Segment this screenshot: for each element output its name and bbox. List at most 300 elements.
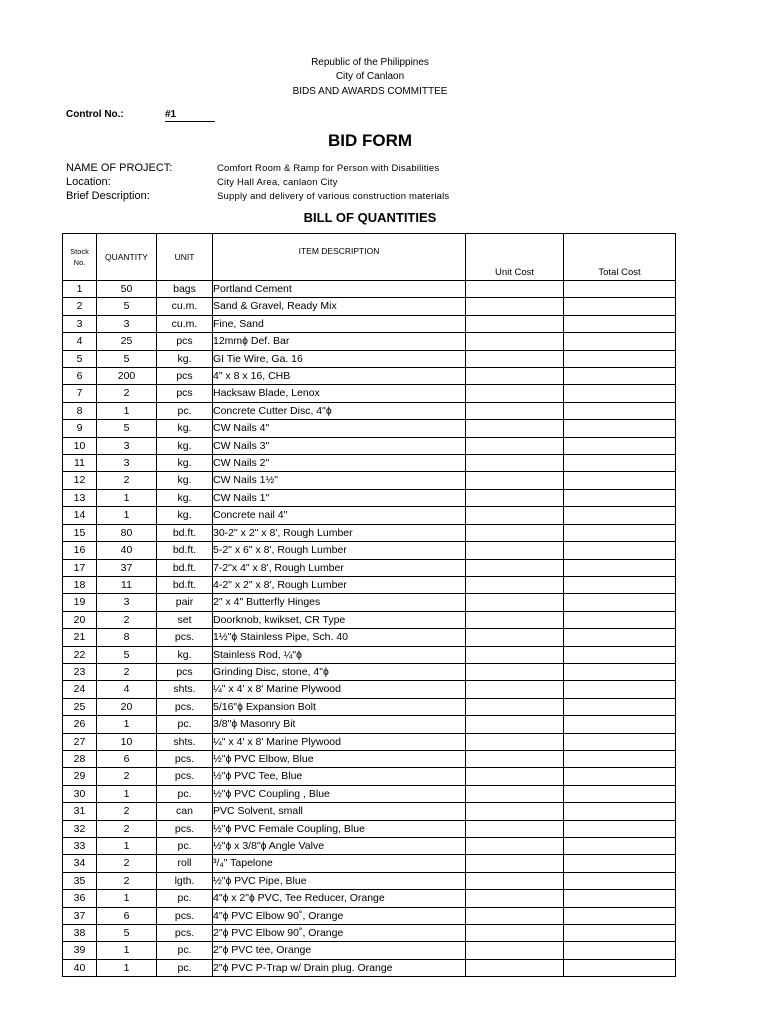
quantity-cell: 2 [97,855,157,872]
total-cost-cell[interactable] [564,298,676,315]
header-line-republic: Republic of the Philippines [311,57,429,68]
total-cost-cell[interactable] [564,524,676,541]
quantity-cell: 3 [97,455,157,472]
stock-no-cell: 39 [63,942,97,959]
table-row [63,368,676,385]
table-row [63,663,676,680]
item-description-cell: 30-2" x 2" x 8', Rough Lumber [213,524,466,541]
page-title: BID FORM [327,131,413,150]
table-row [63,315,676,332]
table-row [63,542,676,559]
unit-cost-cell[interactable] [466,959,564,976]
unit-cell: kg. [157,350,213,367]
total-cost-cell[interactable] [564,542,676,559]
project-name-label: NAME OF PROJECT: [66,162,173,174]
table-row [63,942,676,959]
total-cost-cell[interactable] [564,455,676,472]
quantity-cell: 80 [97,524,157,541]
unit-cost-cell[interactable] [466,925,564,942]
total-cost-cell[interactable] [564,402,676,419]
table-row [63,768,676,785]
total-cost-cell[interactable] [564,576,676,593]
stock-no-cell: 13 [63,489,97,506]
table-row [63,385,676,402]
quantity-cell: 1 [97,785,157,802]
item-description-cell: CW Nails 1½" [213,472,466,489]
unit-cost-cell[interactable] [466,437,564,454]
quantity-cell: 1 [97,959,157,976]
unit-cell: pcs [157,368,213,385]
stock-no-cell: 16 [63,542,97,559]
total-cost-cell[interactable] [564,385,676,402]
stock-no-cell: 20 [63,611,97,628]
total-cost-cell[interactable] [564,838,676,855]
total-cost-cell[interactable] [564,681,676,698]
header-total-cost: Total Cost [564,234,676,281]
header-unit: UNIT [157,234,213,281]
total-cost-cell[interactable] [564,507,676,524]
unit-cost-cell[interactable] [466,907,564,924]
total-cost-cell[interactable] [564,333,676,350]
header-unit-cost: Unit Cost [466,234,564,281]
item-description-cell: Portland Cement [213,281,466,298]
quantity-cell: 37 [97,559,157,576]
unit-cost-cell[interactable] [466,611,564,628]
table-row [63,872,676,889]
quantity-cell: 1 [97,716,157,733]
stock-no-cell: 23 [63,663,97,680]
unit-cell: kg. [157,420,213,437]
total-cost-cell[interactable] [564,420,676,437]
unit-cell: set [157,611,213,628]
item-description-cell: ½"ɸ x 3/8"ɸ Angle Valve [213,838,466,855]
item-description-cell: 3/8"ɸ Masonry Bit [213,716,466,733]
table-row [63,594,676,611]
item-description-cell: Hacksaw Blade, Lenox [213,385,466,402]
unit-cell: pc. [157,890,213,907]
stock-no-cell: 40 [63,959,97,976]
unit-cell: bags [157,281,213,298]
table-row [63,629,676,646]
unit-cell: pc. [157,716,213,733]
table-row [63,820,676,837]
quantity-cell: 1 [97,942,157,959]
quantity-cell: 3 [97,315,157,332]
stock-no-cell: 35 [63,872,97,889]
item-description-cell: 2"ɸ PVC Elbow 90˚, Orange [213,925,466,942]
stock-no-cell: 9 [63,420,97,437]
unit-cell: bd.ft. [157,559,213,576]
unit-cell: pair [157,594,213,611]
unit-cost-cell[interactable] [466,698,564,715]
item-description-cell: CW Nails 2" [213,455,466,472]
stock-no-cell: 14 [63,507,97,524]
quantity-cell: 25 [97,333,157,350]
quantity-cell: 1 [97,890,157,907]
unit-cost-cell[interactable] [466,820,564,837]
unit-cost-cell[interactable] [466,629,564,646]
quantity-cell: 200 [97,368,157,385]
unit-cost-cell[interactable] [466,315,564,332]
item-description-cell: 4-2" x 2" x 8', Rough Lumber [213,576,466,593]
quantity-cell: 2 [97,663,157,680]
table-row [63,716,676,733]
quantity-cell: 1 [97,402,157,419]
unit-cell: kg. [157,455,213,472]
stock-no-cell: 31 [63,803,97,820]
item-description-cell: 2" x 4" Butterfly Hinges [213,594,466,611]
unit-cell: pcs [157,663,213,680]
table-row [63,576,676,593]
unit-cell: kg. [157,489,213,506]
stock-no-cell: 24 [63,681,97,698]
item-description-cell: ½"ɸ PVC Pipe, Blue [213,872,466,889]
unit-cost-cell[interactable] [466,333,564,350]
unit-cell: shts. [157,681,213,698]
total-cost-cell[interactable] [564,281,676,298]
item-description-cell: Doorknob, kwikset, CR Type [213,611,466,628]
header-stock-line2: No. [73,258,86,267]
header-item-description: ITEM DESCRIPTION [213,234,466,281]
stock-no-cell: 32 [63,820,97,837]
total-cost-cell[interactable] [564,907,676,924]
item-description-cell: 4" x 8 x 16, CHB [213,368,466,385]
stock-no-cell: 6 [63,368,97,385]
unit-cell: pc. [157,838,213,855]
unit-cell: pcs. [157,629,213,646]
unit-cost-cell[interactable] [466,646,564,663]
total-cost-cell[interactable] [564,629,676,646]
unit-cost-cell[interactable] [466,716,564,733]
table-row [63,733,676,750]
item-description-cell: ½"ɸ PVC Elbow, Blue [213,750,466,767]
table-row [63,750,676,767]
unit-cell: bd.ft. [157,576,213,593]
quantity-cell: 1 [97,838,157,855]
total-cost-cell[interactable] [564,872,676,889]
stock-no-cell: 11 [63,455,97,472]
quantity-cell: 4 [97,681,157,698]
header-quantity: QUANTITY [97,234,157,281]
stock-no-cell: 22 [63,646,97,663]
item-description-cell: ¼" x 4' x 8' Marine Plywood [213,681,466,698]
unit-cost-cell[interactable] [466,681,564,698]
total-cost-cell[interactable] [564,489,676,506]
item-description-cell: Fine, Sand [213,315,466,332]
total-cost-cell[interactable] [564,803,676,820]
quantity-cell: 2 [97,803,157,820]
total-cost-cell[interactable] [564,890,676,907]
unit-cell: pcs [157,385,213,402]
quantity-cell: 20 [97,698,157,715]
quantity-cell: 3 [97,437,157,454]
table-row [63,803,676,820]
quantity-cell: 5 [97,350,157,367]
item-description-cell: 7-2"x 4" x 8', Rough Lumber [213,559,466,576]
unit-cost-cell[interactable] [466,368,564,385]
unit-cost-cell[interactable] [466,402,564,419]
quantity-cell: 2 [97,611,157,628]
unit-cost-cell[interactable] [466,507,564,524]
quantity-cell: 2 [97,872,157,889]
item-description-cell: Sand & Gravel, Ready Mix [213,298,466,315]
item-description-cell: CW Nails 1" [213,489,466,506]
unit-cost-cell[interactable] [466,785,564,802]
unit-cost-cell[interactable] [466,890,564,907]
stock-no-cell: 19 [63,594,97,611]
stock-no-cell: 4 [63,333,97,350]
item-description-cell: 5/16"ɸ Expansion Bolt [213,698,466,715]
stock-no-cell: 34 [63,855,97,872]
table-row [63,298,676,315]
bill-of-quantities-title: BILL OF QUANTITIES [303,210,437,225]
total-cost-cell[interactable] [564,611,676,628]
item-description-cell: 2"ɸ PVC P-Trap w/ Drain plug. Orange [213,959,466,976]
unit-cell: lgth. [157,872,213,889]
quantity-cell: 2 [97,768,157,785]
unit-cost-cell[interactable] [466,576,564,593]
table-row [63,559,676,576]
total-cost-cell[interactable] [564,437,676,454]
item-description-cell: 4"ɸ x 2"ɸ PVC, Tee Reducer, Orange [213,890,466,907]
unit-cell: pc. [157,785,213,802]
unit-cost-cell[interactable] [466,872,564,889]
unit-cost-cell[interactable] [466,663,564,680]
item-description-cell: Concrete Cutter Disc, 4"ɸ [213,402,466,419]
unit-cost-cell[interactable] [466,768,564,785]
quantity-cell: 10 [97,733,157,750]
table-header-row [63,234,676,281]
unit-cost-cell[interactable] [466,559,564,576]
table-row [63,907,676,924]
table-row [63,281,676,298]
stock-no-cell: 1 [63,281,97,298]
table-row [63,472,676,489]
unit-cell: pcs. [157,768,213,785]
table-row [63,350,676,367]
unit-cell: pcs. [157,698,213,715]
table-row [63,507,676,524]
unit-cell: pc. [157,942,213,959]
quantity-cell: 5 [97,925,157,942]
unit-cost-cell[interactable] [466,733,564,750]
total-cost-cell[interactable] [564,472,676,489]
stock-no-cell: 5 [63,350,97,367]
quantity-cell: 3 [97,594,157,611]
stock-no-cell: 21 [63,629,97,646]
stock-no-cell: 30 [63,785,97,802]
unit-cost-cell[interactable] [466,542,564,559]
stock-no-cell: 28 [63,750,97,767]
stock-no-cell: 8 [63,402,97,419]
stock-no-cell: 2 [63,298,97,315]
item-description-cell: 2"ɸ PVC tee, Orange [213,942,466,959]
description-value: Supply and delivery of various construction materials [217,191,450,202]
unit-cost-cell[interactable] [466,455,564,472]
stock-no-cell: 25 [63,698,97,715]
unit-cell: kg. [157,472,213,489]
quantity-cell: 1 [97,507,157,524]
item-description-cell: CW Nails 4" [213,420,466,437]
header-line-city: City of Canlaon [335,71,405,82]
item-description-cell: ½"ɸ PVC Coupling , Blue [213,785,466,802]
unit-cost-cell[interactable] [466,594,564,611]
bill-of-quantities-table [62,233,676,977]
stock-no-cell: 37 [63,907,97,924]
total-cost-cell[interactable] [564,350,676,367]
unit-cost-cell[interactable] [466,803,564,820]
unit-cost-cell[interactable] [466,489,564,506]
unit-cell: pc. [157,959,213,976]
unit-cost-cell[interactable] [466,281,564,298]
total-cost-cell[interactable] [564,942,676,959]
table-body [63,281,676,977]
unit-cell: roll [157,855,213,872]
total-cost-cell[interactable] [564,315,676,332]
table-row [63,681,676,698]
table-row [63,785,676,802]
unit-cost-cell[interactable] [466,855,564,872]
table-row [63,333,676,350]
unit-cell: pcs. [157,925,213,942]
item-description-cell: 5-2" x 6" x 8', Rough Lumber [213,542,466,559]
quantity-cell: 2 [97,385,157,402]
table-row [63,489,676,506]
project-name-value: Comfort Room & Ramp for Person with Disabilities [217,163,440,174]
quantity-cell: 6 [97,750,157,767]
unit-cell: pc. [157,402,213,419]
header-stock-line1: Stock [70,247,89,256]
item-description-cell: ½"ɸ PVC Female Coupling, Blue [213,820,466,837]
unit-cost-cell[interactable] [466,942,564,959]
item-description-cell: GI Tie Wire, Ga. 16 [213,350,466,367]
table-row [63,402,676,419]
table-row [63,646,676,663]
control-number-label: Control No.: [66,109,124,120]
unit-cell: bd.ft. [157,542,213,559]
quantity-cell: 5 [97,646,157,663]
table-row [63,524,676,541]
unit-cell: kg. [157,507,213,524]
quantity-cell: 11 [97,576,157,593]
total-cost-cell[interactable] [564,368,676,385]
unit-cost-cell[interactable] [466,298,564,315]
location-value: City Hall Area, canlaon City [217,177,338,188]
total-cost-cell[interactable] [564,594,676,611]
total-cost-cell[interactable] [564,646,676,663]
stock-no-cell: 29 [63,768,97,785]
unit-cell: pcs. [157,820,213,837]
stock-no-cell: 26 [63,716,97,733]
table-row [63,698,676,715]
table-row [63,611,676,628]
table-row [63,838,676,855]
unit-cost-cell[interactable] [466,472,564,489]
unit-cell: pcs. [157,750,213,767]
item-description-cell: ½"ɸ PVC Tee, Blue [213,768,466,785]
table-row [63,959,676,976]
stock-no-cell: 18 [63,576,97,593]
total-cost-cell[interactable] [564,698,676,715]
item-description-cell: 12mmɸ Def. Bar [213,333,466,350]
item-description-cell: PVC Solvent, small [213,803,466,820]
quantity-cell: 2 [97,820,157,837]
item-description-cell: ¼" x 4' x 8' Marine Plywood [213,733,466,750]
unit-cell: cu.m. [157,298,213,315]
table-row [63,455,676,472]
item-description-cell: Grinding Disc, stone, 4"ɸ [213,663,466,680]
unit-cell: shts. [157,733,213,750]
total-cost-cell[interactable] [564,785,676,802]
total-cost-cell[interactable] [564,768,676,785]
location-label: Location: [66,176,111,188]
total-cost-cell[interactable] [564,750,676,767]
unit-cell: kg. [157,646,213,663]
unit-cell: bd.ft. [157,524,213,541]
total-cost-cell[interactable] [564,925,676,942]
total-cost-cell[interactable] [564,855,676,872]
quantity-cell: 40 [97,542,157,559]
quantity-cell: 50 [97,281,157,298]
table-row [63,420,676,437]
stock-no-cell: 3 [63,315,97,332]
total-cost-cell[interactable] [564,663,676,680]
item-description-cell: Stainless Rod, ¼"ɸ [213,646,466,663]
quantity-cell: 5 [97,420,157,437]
total-cost-cell[interactable] [564,716,676,733]
stock-no-cell: 36 [63,890,97,907]
total-cost-cell[interactable] [564,733,676,750]
unit-cost-cell[interactable] [466,385,564,402]
quantity-cell: 5 [97,298,157,315]
item-description-cell: CW Nails 3" [213,437,466,454]
item-description-cell: 4"ɸ PVC Elbow 90˚, Orange [213,907,466,924]
unit-cost-cell[interactable] [466,420,564,437]
unit-cost-cell[interactable] [466,838,564,855]
quantity-cell: 2 [97,472,157,489]
stock-no-cell: 7 [63,385,97,402]
item-description-cell: ³/₄" Tapelone [213,855,466,872]
unit-cell: pcs [157,333,213,350]
unit-cost-cell[interactable] [466,750,564,767]
stock-no-cell: 10 [63,437,97,454]
unit-cost-cell[interactable] [466,350,564,367]
unit-cell: cu.m. [157,315,213,332]
stock-no-cell: 27 [63,733,97,750]
stock-no-cell: 12 [63,472,97,489]
unit-cell: kg. [157,437,213,454]
stock-no-cell: 38 [63,925,97,942]
table-row [63,855,676,872]
unit-cost-cell[interactable] [466,524,564,541]
table-row [63,437,676,454]
item-description-cell: 1½"ɸ Stainless Pipe, Sch. 40 [213,629,466,646]
stock-no-cell: 17 [63,559,97,576]
total-cost-cell[interactable] [564,820,676,837]
total-cost-cell[interactable] [564,959,676,976]
stock-no-cell: 15 [63,524,97,541]
quantity-cell: 6 [97,907,157,924]
header-stock-no [63,234,97,281]
table-row [63,925,676,942]
quantity-cell: 1 [97,489,157,506]
description-label: Brief Description: [66,190,150,202]
unit-cell: can [157,803,213,820]
header-line-committee: BIDS AND AWARDS COMMITTEE [292,86,448,97]
total-cost-cell[interactable] [564,559,676,576]
control-number-value: #1 [165,109,215,122]
quantity-cell: 8 [97,629,157,646]
